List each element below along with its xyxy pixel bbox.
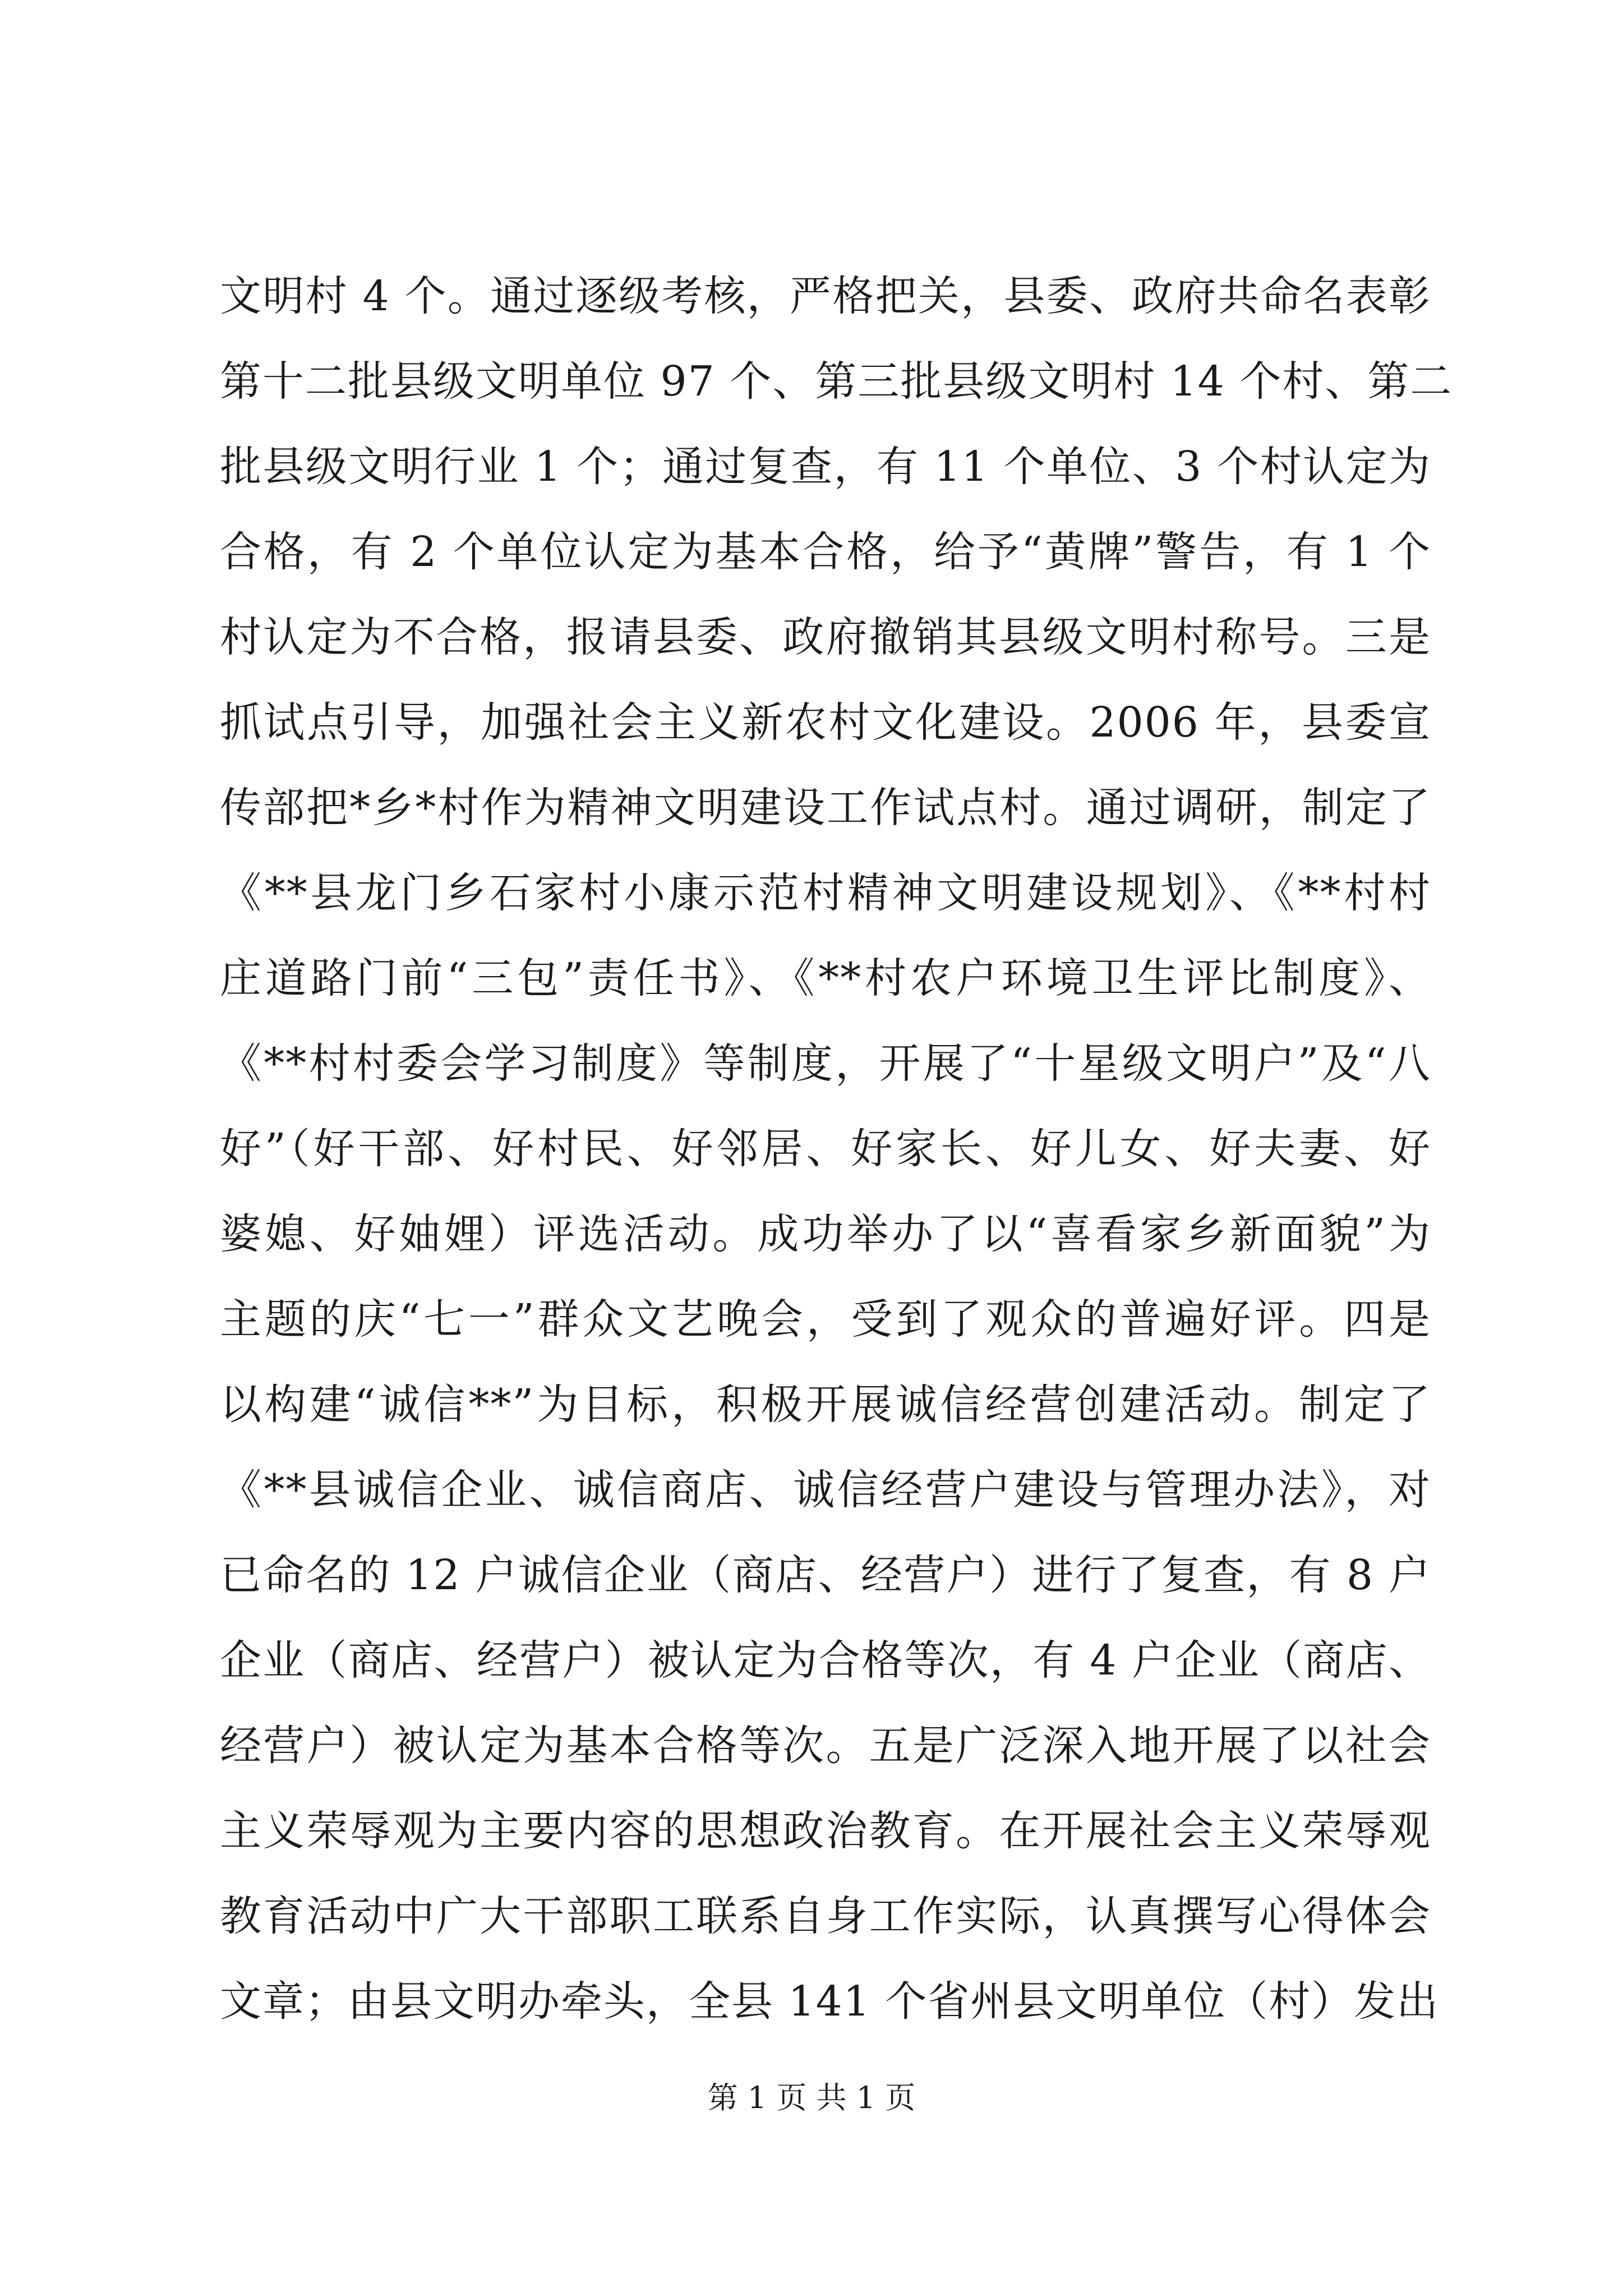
text-line-16: 已命名的 12 户诚信企业（商店、经营户）进行了复查，有 8 户 <box>220 1551 1431 1599</box>
text-line-11: 好”（好干部、好村民、好邻居、好家长、好儿女、好夫妻、好 <box>220 1125 1431 1173</box>
text-line-14: 以构建“诚信**”为目标，积极开展诚信经营创建活动。制定了 <box>220 1381 1431 1429</box>
text-line-4: 合格，有 2 个单位认定为基本合格，给予“黄牌”警告，有 1 个 <box>220 528 1431 576</box>
text-line-6: 抓试点引导，加强社会主义新农村文化建设。2006 年，县委宣 <box>220 698 1431 747</box>
text-line-2: 第十二批县级文明单位 97 个、第三批县级文明村 14 个村、第二 <box>220 357 1453 406</box>
text-line-13: 主题的庆“七一”群众文艺晚会，受到了观众的普遍好评。四是 <box>220 1295 1431 1343</box>
text-line-18: 经营户）被认定为基本合格等次。五是广泛深入地开展了以社会 <box>220 1722 1431 1770</box>
text-line-20: 教育活动中广大干部职工联系自身工作实际，认真撰写心得体会 <box>220 1892 1431 1940</box>
text-line-8: 《**县龙门乡石家村小康示范村精神文明建设规划》、《**村村 <box>220 869 1431 917</box>
page-footer: 第 1 页 共 1 页 <box>707 2080 916 2115</box>
body-text <box>220 254 1453 2044</box>
text-line-19: 主义荣辱观为主要内容的思想政治教育。在开展社会主义荣辱观 <box>220 1807 1431 1855</box>
text-line-21: 文章；由县文明办牵头，全县 141 个省州县文明单位（村）发出 <box>220 1977 1440 2026</box>
text-line-17: 企业（商店、经营户）被认定为合格等次，有 4 户企业（商店、 <box>220 1636 1431 1685</box>
text-line-12: 婆媳、好妯娌）评选活动。成功举办了以“喜看家乡新面貌”为 <box>220 1210 1431 1258</box>
text-line-10: 《**村村委会学习制度》等制度，开展了“十星级文明户”及“八 <box>220 1039 1431 1088</box>
text-line-9: 庄道路门前“三包”责任书》、《**村农户环境卫生评比制度》、 <box>220 954 1431 1002</box>
text-line-1: 文明村 4 个。通过逐级考核，严格把关，县委、政府共命名表彰 <box>220 272 1431 320</box>
text-line-5: 村认定为不合格，报请县委、政府撤销其县级文明村称号。三是 <box>220 613 1431 661</box>
text-line-3: 批县级文明行业 1 个；通过复查，有 11 个单位、3 个村认定为 <box>220 443 1431 491</box>
text-line-7: 传部把*乡*村作为精神文明建设工作试点村。通过调研，制定了 <box>220 784 1431 832</box>
text-line-15: 《**县诚信企业、诚信商店、诚信经营户建设与管理办法》，对 <box>220 1466 1431 1514</box>
